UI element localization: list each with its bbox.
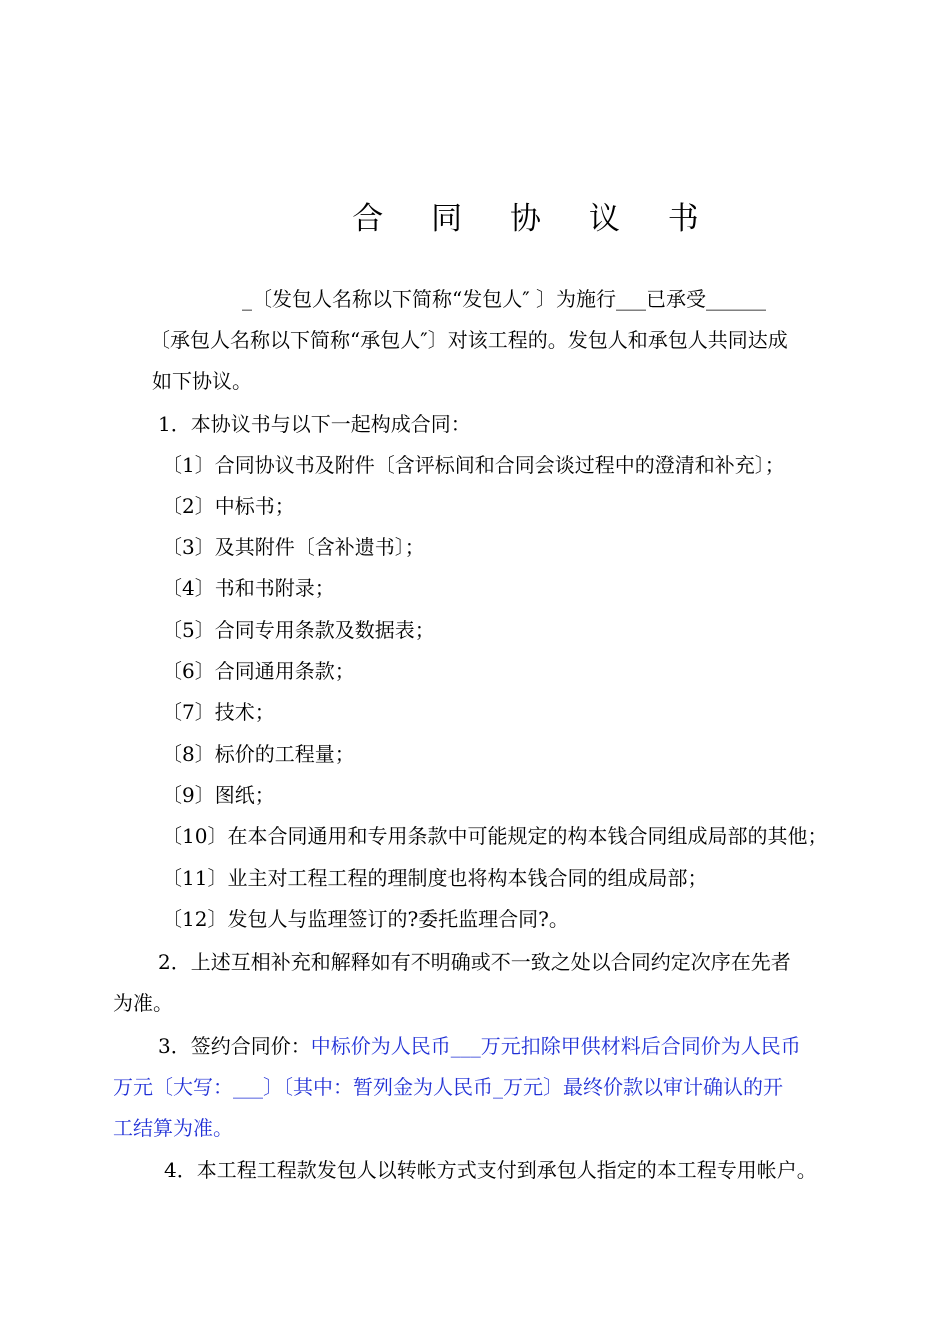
- clause-1-item: 〔10〕在本合同通用和专用条款中可能规定的构本钱合同组成局部的其他；: [162, 824, 828, 848]
- clause-2-line-1: 2．上述互相补充和解释如有不明确或不一致之处以合同约定次序在先者: [158, 950, 791, 974]
- clause-1-item: 〔6〕合同通用条款；: [162, 659, 355, 683]
- clause-1-item: 〔3〕及其附件〔含补遗书〕；: [162, 535, 425, 559]
- clause-1-item: 〔4〕书和书附录；: [162, 576, 335, 600]
- clause-3-label: 3．签约合同价：: [158, 1034, 311, 1058]
- intro-line-3: 如下协议。: [152, 369, 252, 393]
- clause-1-item: 〔1〕合同协议书及附件〔含评标间和合同会谈过程中的澄清和补充〕；: [162, 453, 785, 477]
- clause-3-line-3: 工结算为准。: [113, 1116, 233, 1140]
- clause-1-item: 〔8〕标价的工程量；: [162, 742, 355, 766]
- clause-1-item: 〔7〕技术；: [162, 700, 275, 724]
- intro-line-2: 〔承包人名称以下简称“承包人″〕对该工程的。发包人和承包人共同达成: [150, 328, 788, 352]
- intro-line-1: _〔发包人名称以下简称“发包人″ 〕为施行___已承受______: [242, 287, 767, 311]
- clause-1-item: 〔11〕业主对工程工程的理制度也将构本钱合同的组成局部；: [162, 866, 708, 890]
- clause-2-line-2: 为准。: [113, 991, 173, 1015]
- clause-1-item: 〔5〕合同专用条款及数据表；: [162, 618, 435, 642]
- document-title: 合 同 协 议 书: [352, 201, 718, 237]
- clause-1-heading: 1．本协议书与以下一起构成合同：: [158, 412, 471, 436]
- clause-1-item: 〔2〕中标书；: [162, 494, 295, 518]
- clause-3-price-text: 中标价为人民币___万元扣除甲供材料后合同价为人民币: [310, 1034, 801, 1058]
- clause-4-line: 4．本工程工程款发包人以转帐方式支付到承包人指定的本工程专用帐户。: [164, 1158, 817, 1182]
- clause-1-item: 〔9〕图纸；: [162, 783, 275, 807]
- clause-3-line-1: [158, 1032, 801, 1060]
- clause-3-line-2: 万元〔大写：___〕〔其中：暂列金为人民币_万元〕最终价款以审计确认的开: [113, 1075, 783, 1099]
- clause-1-item: 〔12〕发包人与监理签订的?委托监理合同?。: [162, 907, 569, 931]
